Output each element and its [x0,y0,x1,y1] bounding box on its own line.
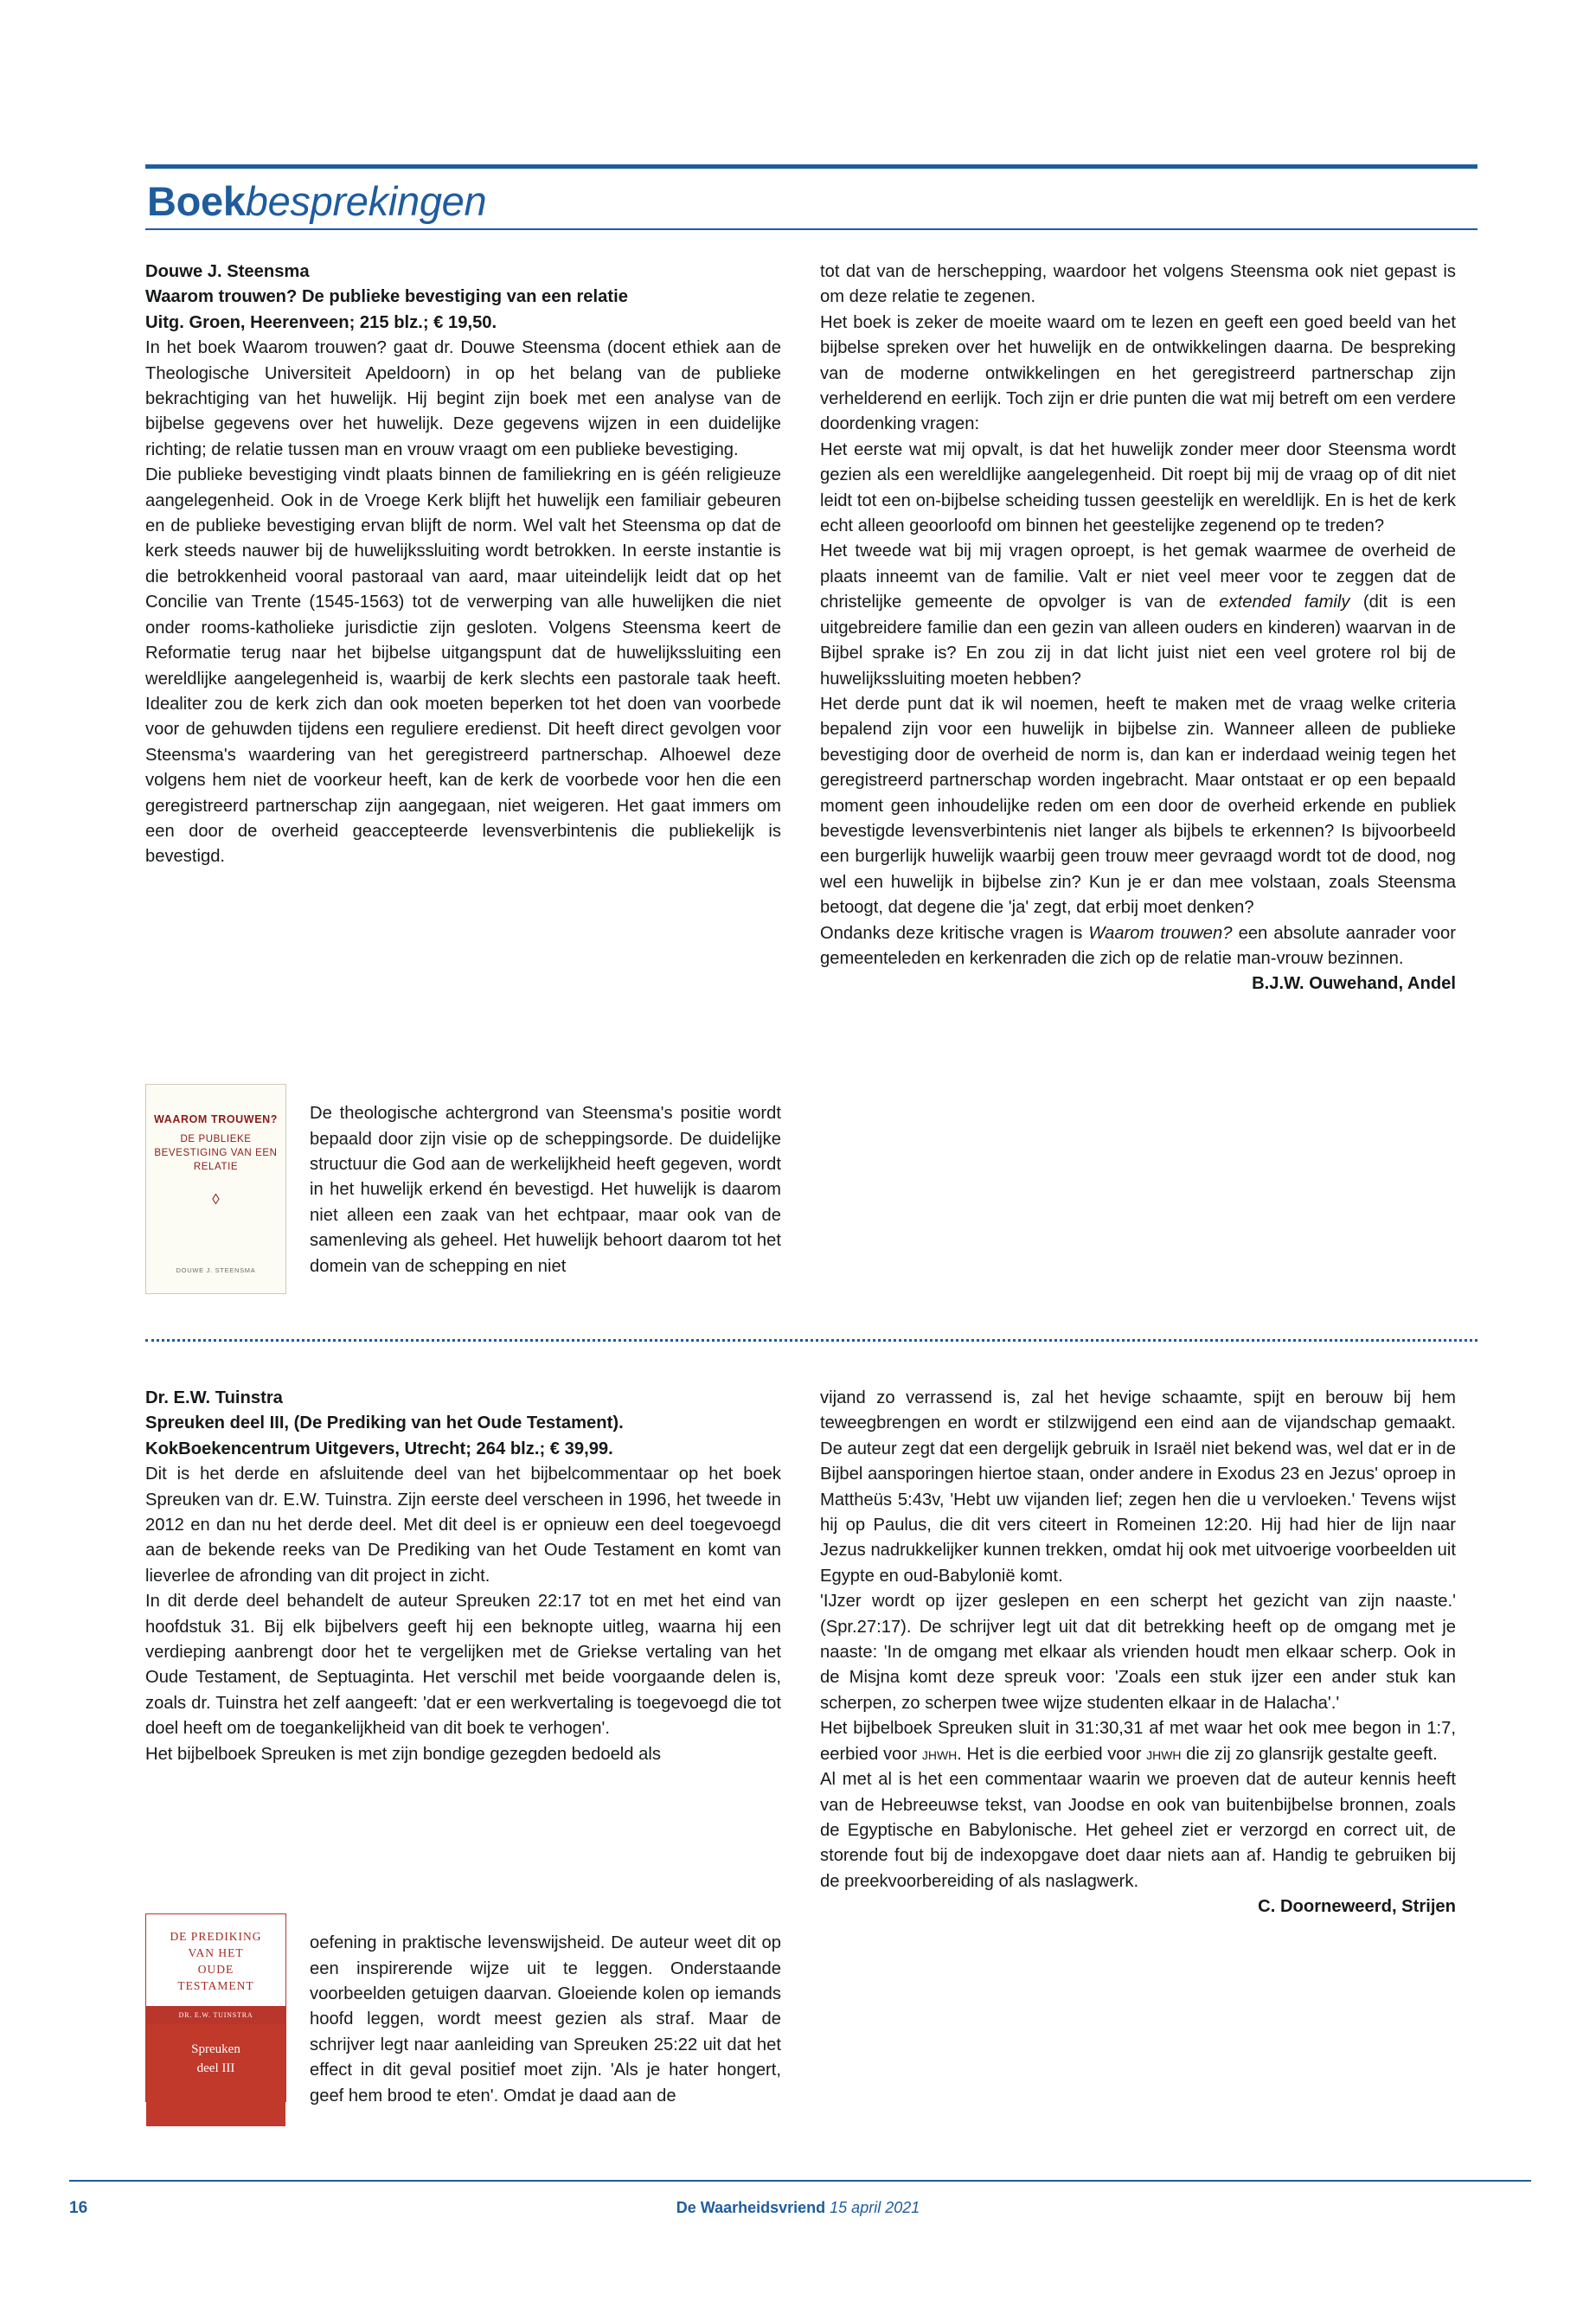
article2-left-column [145,1386,781,1767]
article2-paragraph [820,1716,1456,1767]
article1-left-column [145,260,781,870]
article1-title: Waarom trouwen? De publieke bevestiging van een relatie [145,287,628,307]
article1-text-pre: Ondanks deze kritische vragen is [820,923,1089,943]
article2-paragraph: 'IJzer wordt op ijzer geslepen en een scherpt het gezicht van zijn naaste.' (Spr.27:17). De schrijver legt uit dat dit betrekking heeft op de omgang met je naaste: 'In de omgang met elkaar als vrienden houdt men elkaar scherp. Ook in de Misjna komt deze spreuk voor: 'Zoals een stuk ijzer een ander stuk kan scherpen, zo scherpen twee wijze studenten elkaar in de Halacha'.' [820,1592,1456,1713]
cover2-line4: TESTAMENT [177,1979,254,1992]
cover1-ornament-icon: ◊ [212,1191,220,1208]
masthead-rule-bottom [145,228,1477,230]
article2-divine-name: jhwh [1146,1744,1182,1764]
article2-author: Dr. E.W. Tuinstra [145,1388,283,1407]
article2-paragraph: Het bijbelboek Spreuken is met zijn bondige gezegden bedoeld als [145,1744,661,1764]
article1-text-italic: Waarom trouwen? [1088,923,1233,943]
article1-text-post: een absolute aanrader voor gemeenteleden en kerkenraden die zich op de relatie man-vrouw bezinnen. [820,923,1456,968]
cover2-bottom-line1: Spreuken [191,2042,240,2056]
article2-paragraph: In dit derde deel behandelt de auteur Spreuken 22:17 tot en met het eind van hoofdstuk 31. Bij elk bijbelvers geeft hij een beknopte uitleg, waarna hij een verdieping aanbrengt door het te vergelijken met de Griekse vertaling van het Oude Testament, de Septuaginta. Het verschil met beide voorgaande delen is, zoals dr. Tuinstra het zelf aangeeft: 'dat er een werkvertaling is toegevoegd die tot doel heeft om de toegankelijkheid van dit boek te verhogen'. [145,1592,781,1739]
article2-paragraph: Al met al is het een commentaar waarin we proeven dat de auteur kennis heeft van de Hebreeuwse tekst, van Joodse en ook van buitenbijbelse bronnen, zoals de Egyptische en Babylonische. Het geheel ziet er verzorgd en correct uit, de storende fout bij de indexopgave doet daar niets aan af. Handig te gebruiken bij de preekvoorbereiding of als naslagwerk. [820,1770,1456,1891]
cover2-line3: OUDE [197,1963,234,1976]
cover1-subtitle: DE PUBLIEKE BEVESTIGING VAN EEN RELATIE [154,1134,278,1172]
article2-title: Spreuken deel III, (De Prediking van het Oude Testament). [145,1413,624,1433]
footer-date: 15 april 2021 [830,2199,920,2216]
article2-paragraph: vijand zo verrassend is, zal het hevige schaamte, spijt en berouw bij hem teweegbrengen en wordt er stilzwijgend een eind aan de vijandschap gemaakt. De auteur zegt dat een dergelijk gebruik in Israël niet bekend was, wel dat er in de Bijbel aansporingen hiertoe staan, onder andere in Exodus 23 en Jezus' oproep in Mattheüs 5:43v, 'Hebt uw vijanden lief; zegen hen die u vervloeken.' Tevens wijst hij op Paulus, die dit vers citeert in Romeinen 12:20. Hij had hier de lijn naar Jezus nadrukkelijker kunnen trekken, omdat hij ook met uitvoerige voorbeelden uit Egypte en oud-Babyloniё komt. [820,1388,1456,1586]
article1-book-cover [145,1084,286,1294]
article1-paragraph: Die publieke bevestiging vindt plaats binnen de familiekring en is géén religieuze aangelegenheid. Ook in de Vroege Kerk blijft het huwelijk een familiair gebeuren en de publieke bevestiging ervan blijft de norm. Wel valt het Steensma op dat de kerk steeds nauwer bij de huwelijkssluiting wordt betrokken. In eerste instantie is die betrokkenheid vooral pastoraal van aard, maar uiteindelijk leidt dat op het Concilie van Trente (1545-1563) tot de verwerping van alle huwelijken die niet onder rooms-katholieke jurisdictie zijn gesloten. Volgens Steensma keert de Reformatie terug naar het bijbelse uitgangspunt dat de huwelijkssluiting een wereldlijke aangelegenheid is, waarbij de kerk slechts een pastorale taak heeft. Idealiter zou de kerk zich dan ook moeten beperken tot het doen van voorbede voor de gehuwden tijdens een reguliere eredienst. Dit heeft direct gevolgen voor Steensma's waardering van het geregistreerd partnerschap. Alhoewel deze volgens hem niet de voorkeur heeft, kan de kerk de voorbede voor hen die een geregistreerd partnerschap zijn aangegaan, niet weigeren. Het gaat immers om een door de overheid geaccepteerde levensverbintenis die publiekelijk is bevestigd. [145,465,781,867]
article2-book-cover [145,1913,286,2102]
article2-text-mid: . Het is die eerbied voor [957,1744,1147,1764]
article1-text-post: (dit is een uitgebreidere familie dan een gezin van alleen ouders en kinderen) waarvan in de Bijbel sprake is? En zou zij in dat licht juist niet een veel grotere rol bij de huwelijkssluiting moeten hebben? [820,593,1456,689]
article2-text-post: die zij zo glansrijk gestalte geeft. [1181,1744,1438,1764]
article1-right-column [820,260,1456,997]
page-title-italic: besprekingen [245,178,487,224]
article2-publisher: KokBoekencentrum Uitgevers, Utrecht; 264 blz.; € 39,99. [145,1439,613,1458]
cover2-book-title [146,2024,285,2126]
article1-paragraph: In het boek Waarom trouwen? gaat dr. Douwe Steensma (docent ethiek aan de Theologische Universiteit Apeldoorn) in op het belang van de publieke bekrachtiging van het huwelijk. Hij begint zijn boek met een analyse van de bijbelse gegevens over het huwelijk. Deze gegevens wijzen in een duidelijke richting; de relatie tussen man en vrouw vraagt om een publieke bevestiging. [145,338,781,459]
article2-paragraph-wrapped: oefening in praktische levenswijsheid. De auteur weet dit op een inspirerende wijze uit te leggen. Onderstaande voorbeelden getuigen daarvan. Gloeiende kolen op iemands hoofd leggen, wordt meest gezien als straf. Maar de schrijver legt naar aanleiding van Spreuken 25:22 uit dat het effect in dit geval positief moet zijn. 'Als je hater hongert, geef hem brood te eten'. Omdat je daad aan de [310,1933,781,2106]
page-title-bold: Boek [147,178,246,224]
article1-paragraph [820,539,1456,691]
cover2-line1: DE PREDIKING [170,1930,262,1943]
article1-paragraph: Het eerste wat mij opvalt, is dat het huwelijk zonder meer door Steensma wordt gezien als een wereldlijke aangelegenheid. Dit roept bij mij de vraag op of dit niet leidt tot een on-bijbelse scheiding tussen geestelijk en wereldlijk. En is het de kerk echt alleen geoorloofd om binnen het geestelijke zegenend op te treden? [820,439,1456,536]
article2-byline: C. Doorneweerd, Strijen [1258,1897,1456,1917]
article1-paragraph: Het derde punt dat ik wil noemen, heeft te maken met de vraag welke criteria bepalend zijn voor een huwelijk in bijbelse zin. Wanneer alleen de publieke bevestiging door de overheid de norm is, dan kan er inderdaad weinig tegen het geregistreerd partnerschap worden ingebracht. Maar ontstaat er op een bepaald moment geen inhoudelijke reden om een door de overheid erkende en publiek bevestigde levensverbintenis niet langer als bijbels te erkennen? Is bijvoorbeeld een burgerlijk huwelijk waarbij geen trouw meer gevraagd wordt tot de dood, nog wel een huwelijk in bijbelse zin? Kun je er dan mee volstaan, zoals Steensma betoogt, dat degene die 'ja' zegt, dat erbij moet denken? [820,694,1456,918]
cover1-author: DOUWE J. STEENSMA [176,1266,256,1274]
cover2-series-title [146,1914,285,2006]
cover2-bottom-line2: deel III [196,2061,235,2075]
article2-text-pre: Het bijbelboek Spreuken sluit in 31:30,31 af met waar het ook mee begon in 1:7, eerbied voor [820,1719,1456,1764]
masthead [145,164,1477,230]
article1-author: Douwe J. Steensma [145,262,310,281]
article1-publisher: Uitg. Groen, Heerenveen; 215 blz.; € 19,50. [145,312,497,332]
cover1-title: WAAROM TROUWEN? [153,1113,278,1125]
footer-rule [69,2180,1531,2182]
article2-divine-name: jhwh [921,1744,958,1764]
page-title [145,169,1477,228]
cover2-author-band: DR. E.W. TUINSTRA [146,2006,285,2024]
section-divider [145,1339,1477,1342]
article2-paragraph: Dit is het derde en afsluitende deel van het bijbelcommentaar op het boek Spreuken van dr. E.W. Tuinstra. Zijn eerste deel verscheen in 1996, het tweede in 2012 en dan nu het derde deel. Met dit deel is er opnieuw een deel toegevoegd aan de bekende reeks van De Prediking van het Oude Testament en komt van lieverlee de afronding van dit project in zicht. [145,1465,781,1586]
footer-info [0,2199,1596,2217]
article2-right-column [820,1386,1456,1920]
article1-paragraph-wrapped: De theologische achtergrond van Steensma's positie wordt bepaald door zijn visie op de scheppingsorde. De duidelijke structuur die God aan de werkelijkheid heeft gegeven, wordt in het huwelijk erkend én bevestigd. Het huwelijk is daarom niet alleen een zaak van het echtpaar, maar ook van de samenleving als geheel. Het huwelijk behoort daarom tot het domein van de schepping en niet [310,1104,781,1276]
article1-text-italic: extended family [1219,593,1350,612]
article1-paragraph: Het boek is zeker de moeite waard om te lezen en geeft een goed beeld van het bijbelse spreken over het huwelijk en de ontwikkelingen daarna. De bespreking van de moderne ontwikkelingen en het geregistreerd partnerschap zijn verhelderend en eerlijk. Toch zijn er drie punten die wat mij betreft om een verdere doordenking vragen: [820,312,1456,434]
article1-paragraph: tot dat van de herschepping, waardoor het volgens Steensma ook niet gepast is om deze relatie te zegenen. [820,262,1456,307]
page-number: 16 [69,2199,88,2217]
cover2-line2: VAN HET [188,1946,244,1959]
article1-text-pre: Het tweede wat bij mij vragen oproept, is het gemak waarmee de overheid de plaats inneemt van de familie. Valt er niet veel meer voor te zeggen dat de christelijke gemeente de opvolger is van de [820,542,1456,612]
article1-byline: B.J.W. Ouwehand, Andel [1252,974,1456,994]
footer-publication: De Waarheidsvriend [676,2199,826,2216]
article1-paragraph [820,921,1456,972]
